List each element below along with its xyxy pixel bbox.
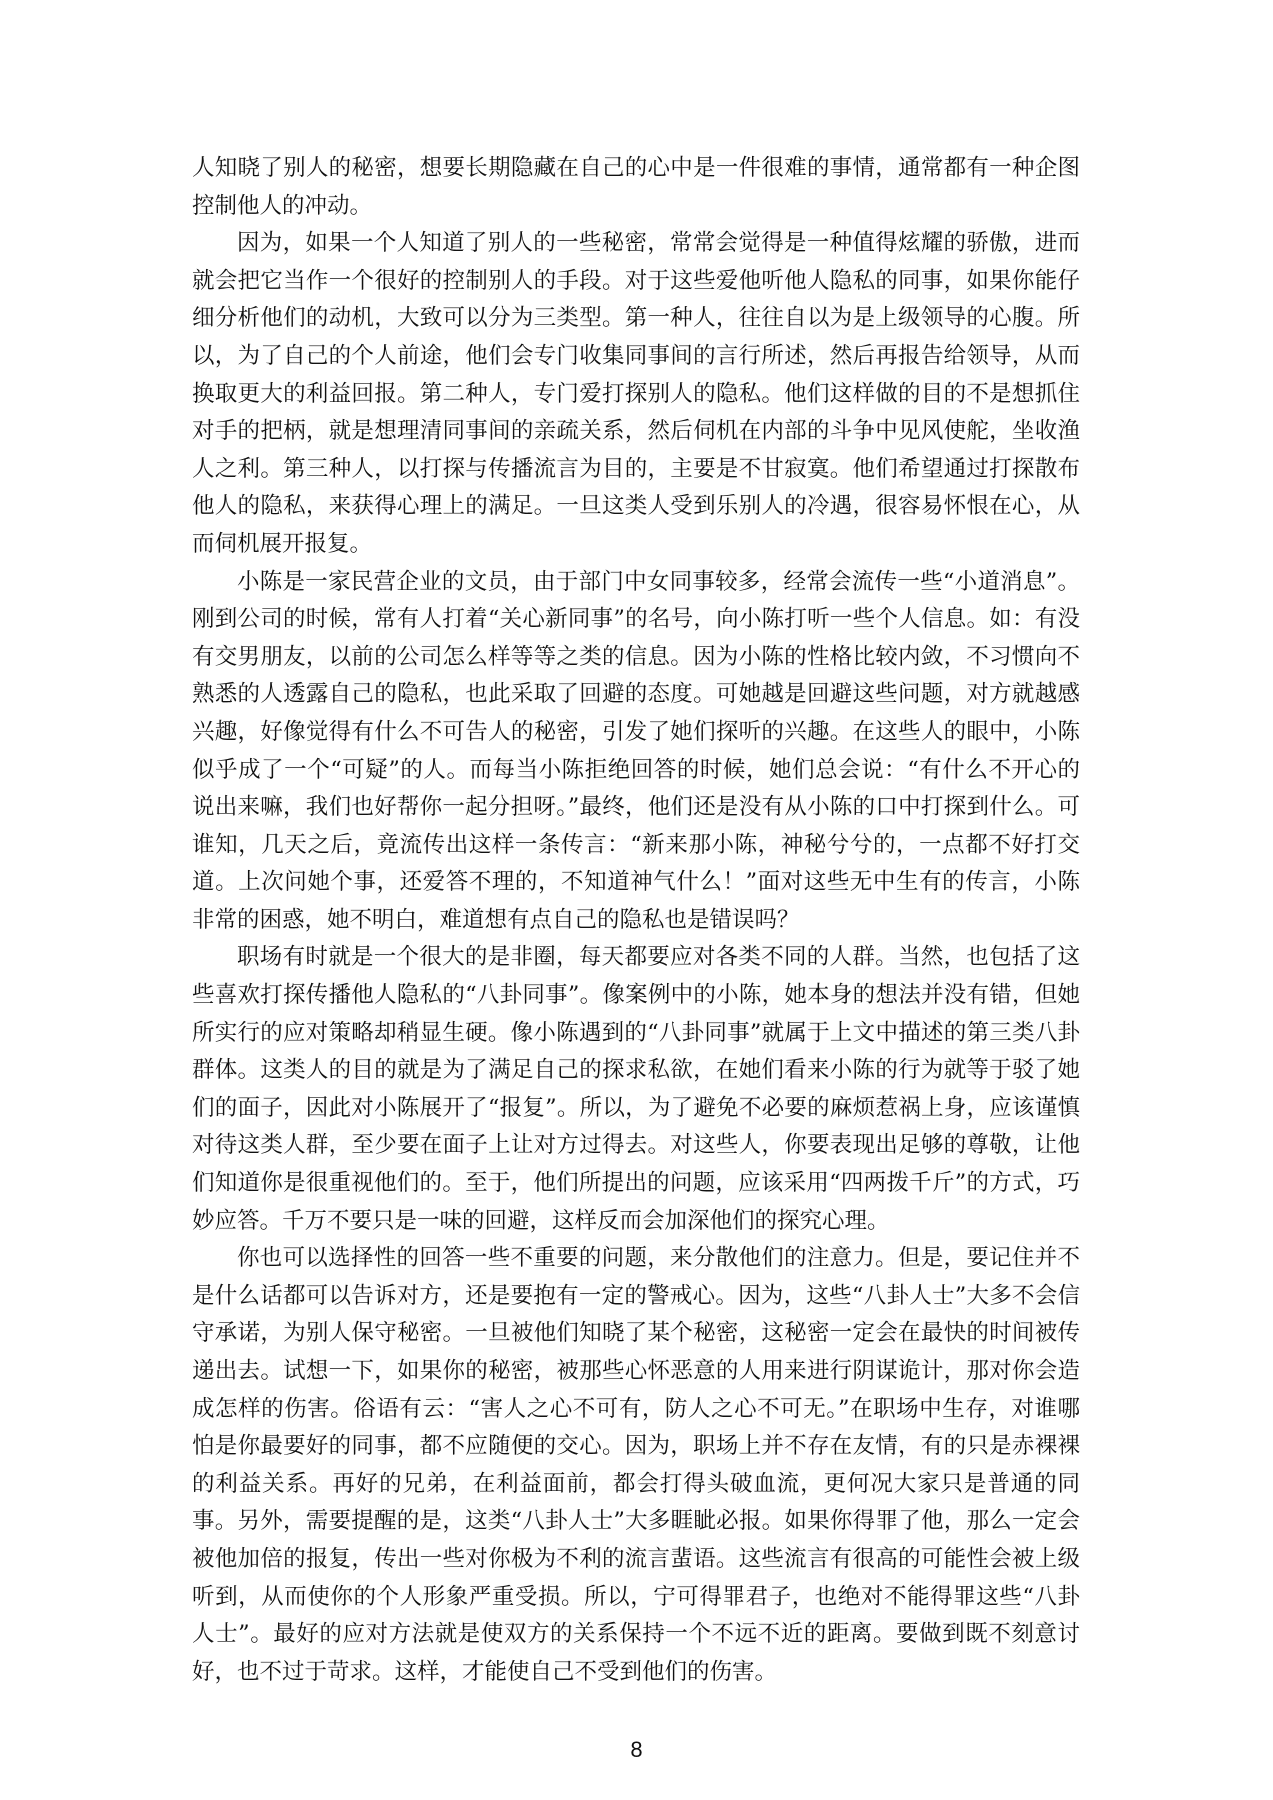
body-text (192, 150, 1080, 1691)
paragraph: 小陈是一家民营企业的文员，由于部门中女同事较多，经常会流传一些“小道消息”。刚到公司的时候，常有人打着“关心新同事”的名号，向小陈打听一些个人信息。如：有没有交男朋友，以前的公司怎么样等等之类的信息。因为小陈的性格比较内敛，不习惯向不熟悉的人透露自己的隐私，也此采取了回避的态度。可她越是回避这些问题，对方就越感兴趣，好像觉得有什么不可告人的秘密，引发了她们探听的兴趣。在这些人的眼中，小陈似乎成了一个“可疑”的人。而每当小陈拒绝回答的时候，她们总会说：“有什么不开心的说出来嘛，我们也好帮你一起分担呀。”最终，他们还是没有从小陈的口中打探到什么。可谁知，几天之后，竟流传出这样一条传言：“新来那小陈，神秘兮兮的，一点都不好打交道。上次问她个事，还爱答不理的，不知道神气什么！”面对这些无中生有的传言，小陈非常的困惑，她不明白，难道想有点自己的隐私也是错误吗？ (192, 568, 1080, 933)
paragraph: 你也可以选择性的回答一些不重要的问题，来分散他们的注意力。但是，要记住并不是什么话都可以告诉对方，还是要抱有一定的警戒心。因为，这些“八卦人士”大多不会信守承诺，为别人保守秘密。一旦被他们知晓了某个秘密，这秘密一定会在最快的时间被传递出去。试想一下，如果你的秘密，被那些心怀恶意的人用来进行阴谋诡计，那对你会造成怎样的伤害。俗语有云：“害人之心不可有，防人之心不可无。”在职场中生存，对谁哪怕是你最要好的同事，都不应随便的交心。因为，职场上并不存在友情，有的只是赤裸裸的利益关系。再好的兄弟，在利益面前，都会打得头破血流，更何况大家只是普通的同事。另外，需要提醒的是，这类“八卦人士”大多睚眦必报。如果你得罪了他，那么一定会被他加倍的报复，传出一些对你极为不利的流言蜚语。这些流言有很高的可能性会被上级听到，从而使你的个人形象严重受损。所以，宁可得罪君子，也绝对不能得罪这些“八卦人士”。最好的应对方法就是使双方的关系保持一个不远不近的距离。要做到既不刻意讨好，也不过于苛求。这样，才能使自己不受到他们的伤害。 (192, 1245, 1080, 1685)
page-number: 8 (630, 1737, 643, 1762)
paragraph-continuation: 人知晓了别人的秘密，想要长期隐藏在自己的心中是一件很难的事情，通常都有一种企图控制他人的冲动。 (192, 155, 1080, 219)
paragraph: 职场有时就是一个很大的是非圈，每天都要应对各类不同的人群。当然，也包括了这些喜欢打探传播他人隐私的“八卦同事”。像案例中的小陈，她本身的想法并没有错，但她所实行的应对策略却稍显生硬。像小陈遇到的“八卦同事”就属于上文中描述的第三类八卦群体。这类人的目的就是为了满足自己的探求私欲，在她们看来小陈的行为就等于驳了她们的面子，因此对小陈展开了“报复”。所以，为了避免不必要的麻烦惹祸上身，应该谨慎对待这类人群，至少要在面子上让对方过得去。对这些人，你要表现出足够的尊敬，让他们知道你是很重视他们的。至于，他们所提出的问题，应该采用“四两拨千斤”的方式，巧妙应答。千万不要只是一味的回避，这样反而会加深他们的探究心理。 (192, 944, 1080, 1234)
paragraph: 因为，如果一个人知道了别人的一些秘密，常常会觉得是一种值得炫耀的骄傲，进而就会把它当作一个很好的控制别人的手段。对于这些爱他听他人隐私的同事，如果你能仔细分析他们的动机，大致可以分为三类型。第一种人，往往自以为是上级领导的心腹。所以，为了自己的个人前途，他们会专门收集同事间的言行所述，然后再报告给领导，从而换取更大的利益回报。第二种人，专门爱打探别人的隐私。他们这样做的目的不是想抓住对手的把柄，就是想理清同事间的亲疏关系，然后伺机在内部的斗争中见风使舵，坐收渔人之利。第三种人，以打探与传播流言为目的，主要是不甘寂寞。他们希望通过打探散布他人的隐私，来获得心理上的满足。一旦这类人受到乐别人的冷遇，很容易怀恨在心，从而伺机展开报复。 (192, 230, 1080, 557)
